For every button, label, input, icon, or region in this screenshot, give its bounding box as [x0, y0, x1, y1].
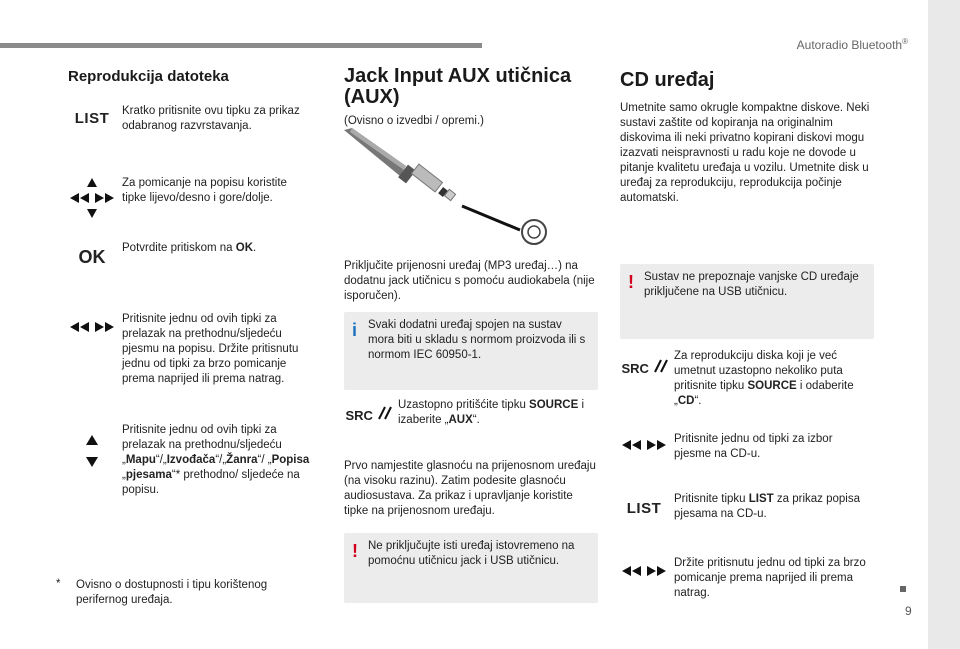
up-down-arrows-icon	[68, 433, 116, 474]
column-file-playback: Reprodukcija datoteka LIST Kratko pritisnite ovu tipku za prikaz odabranog razvrstavanja. Za pomicanje na popisu koristite tipke lijevo/desno i gore/dolje. OK Potvrdite pritiskom na OK. Pritisnite jednu od ovih tipki za prelazak na prethodnu/sljedeću pjesmu na popisu. Držite pritisnutu jednu od tipki za brzo pomicanje prema naprijed ili prema natrag. Pritisnite jednu od ovih tipki za prelazak na prethodnu/sljedeću „Mapu“/„Izvođača“/„Žanra“/ „Popisa „pjesama“* prethodno/ sljedeće na popisu. * Ovisno o dostupnosti i tipu korištenog perifernog uređaja.	[68, 60, 318, 85]
src-button-icon: SRC	[344, 406, 394, 423]
section-heading: CD uređaj	[620, 69, 715, 91]
warning-icon: !	[352, 541, 358, 561]
volume-instruction: Prvo namjestite glasnoću na prijenosnom uređaju (na visoku razinu). Zatim podesite glasnoću audiosustava. Za prikaz i upravljanje koristite tipke na prijenosnom uređaju.	[344, 460, 596, 517]
info-note: i Svaki dodatni uređaj spojen na sustav mora biti u skladu s normom proizvoda ili s normom IEC 60950-1.	[344, 312, 598, 390]
section-heading: Reprodukcija datoteka	[68, 68, 229, 85]
page-header-title: Autoradio Bluetooth®	[796, 37, 908, 52]
prev-next-arrows-icon	[68, 320, 116, 339]
section-heading: Jack Input AUX utičnica (AUX)	[344, 65, 572, 108]
page-side-tab	[928, 0, 960, 649]
side-marker	[900, 586, 906, 592]
four-way-arrows-icon	[68, 176, 116, 225]
column-cd: CD uređaj Umetnite samo okrugle kompaktne diskove. Neki sustavi zaštite od kopiranja na originalnim diskovima ili neki privatno kopirani diskovi mogu izazvati neispravnosti u radu koje ne dovode u pitanje kvalitetu uređaja u vozilu. Umetnite disk u uređaj za reprodukciju, reprodukcija počinje automatski. ! Sustav ne prepoznaje vanjske CD uređaje priključene na USB utičnicu. SRC Za reprodukciju diska koji je već umetnut uzastopno nekoliko puta pritisnite tipku SOURCE i odaberite „CD“. Pritisnite jednu od tipki za izbor pjesme na CD-u. LIST Pritisnite tipku LIST za prikaz popisa pjesama na CD-u. Držite pritisnutu jednu od tipki za brzo pomicanje prema naprijed ili prema natrag.	[620, 60, 876, 91]
warning-note: ! Ne priključujte isti uređaj istovremeno na pomoćnu utičnicu jack i USB utičnicu.	[344, 533, 598, 603]
header-bar	[0, 43, 482, 48]
ok-button-icon: OK	[78, 247, 106, 267]
jack-plug-illustration	[344, 126, 564, 261]
warning-icon: !	[628, 272, 634, 292]
list-button-icon: LIST	[74, 110, 110, 127]
prev-next-arrows-icon	[620, 438, 668, 457]
aux-instruction: Priključite prijenosni uređaj (MP3 uređaj…) na dodatnu jack utičnicu s pomoću audiokabela (nije isporučen).	[344, 260, 595, 302]
subtitle: (Ovisno o izvedbi / opremi.)	[344, 115, 484, 127]
prev-next-arrows-icon	[620, 564, 668, 583]
cd-description: Umetnite samo okrugle kompaktne diskove. Neki sustavi zaštite od kopiranja na originalnim diskovima ili neki privatno kopirani diskovi mogu izazvati neispravnosti u radu koje ne dovode u pitanje kvalitetu uređaja u vozilu. Umetnite disk u uređaj za reprodukciju, reprodukcija počinje automatski.	[620, 102, 870, 204]
page-number: 9	[905, 604, 912, 618]
src-button-icon: SRC	[620, 359, 670, 376]
info-icon: i	[352, 320, 358, 340]
column-aux: Jack Input AUX utičnica (AUX) (Ovisno o izvedbi / opremi.) Priključite prijenosni uređaj (MP3 uređaj…) na dodatnu jack utičnicu s pomoću audiokabela (nije isporučen). i Svaki dodatni uređaj spojen na sustav mora biti u skladu s normom proizvoda ili s normom IEC 60950-1. SRC Uzastopno pritišćite tipku SOURCE i izaberite „AUX“. Prvo namjestite glasnoću na prijenosnom uređaju (na visoku razinu). Zatim podesite glasnoću audiosustava. Za prikaz i upravljanje koristite tipke na prijenosnom uređaju. ! Ne priključujte isti uređaj istovremeno na pomoćnu utičnicu jack i USB utičnicu.	[344, 60, 600, 129]
warning-note: ! Sustav ne prepoznaje vanjske CD uređaje priključene na USB utičnicu.	[620, 264, 874, 339]
list-button-icon: LIST	[626, 500, 662, 517]
